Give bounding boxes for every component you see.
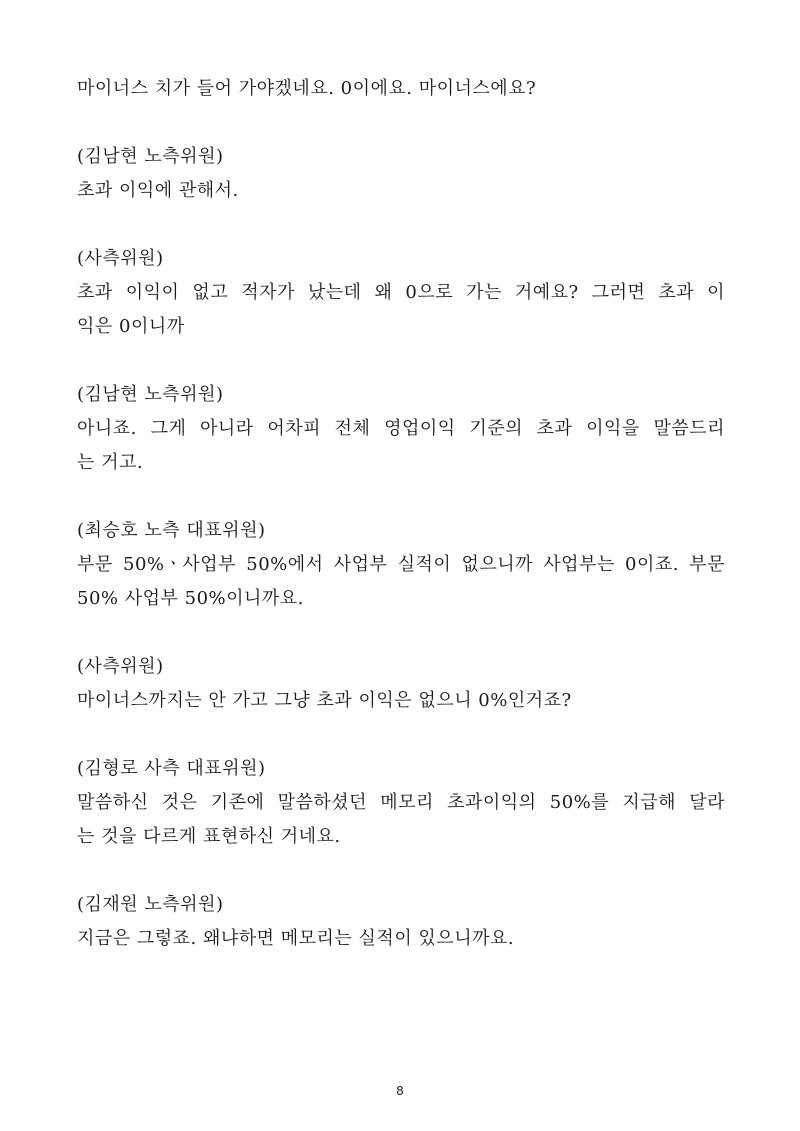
speaker-label: (사측위원) — [77, 656, 164, 677]
utterance-line: 마이너스 치가 들어 가야겠네요. 0이에요. 마이너스에요? — [77, 78, 537, 99]
utterance-block — [77, 650, 725, 718]
speaker-label: (최승호 노측 대표위원) — [77, 520, 266, 541]
utterance-block — [77, 242, 725, 344]
speaker-label: (사측위원) — [77, 248, 164, 269]
speaker-label: (김재원 노측위원) — [77, 894, 224, 915]
utterance-block — [77, 888, 725, 956]
transcript-page — [77, 72, 725, 956]
speaker-label: (김남현 노측위원) — [77, 146, 224, 167]
utterance-line: 초과 이익이 없고 적자가 났는데 왜 0으로 가는 거예요? 그러면 초과 이 — [77, 282, 725, 303]
utterance-line: 초과 이익에 관해서. — [77, 180, 239, 201]
speaker-label: (김남현 노측위원) — [77, 384, 224, 405]
utterance-line: 는 것을 다르게 표현하신 거네요. — [77, 826, 341, 847]
utterance-block — [77, 752, 725, 854]
utterance-line: 마이너스까지는 안 가고 그냥 초과 이익은 없으니 0%인거죠? — [77, 690, 572, 711]
utterance-line: 부문 50%ㆍ사업부 50%에서 사업부 실적이 없으니까 사업부는 0이죠. 부문 — [77, 554, 725, 575]
utterance-line: 는 거고. — [77, 452, 144, 473]
utterance-block — [77, 72, 725, 106]
utterance-line: 아니죠. 그게 아니라 어차피 전체 영업이익 기준의 초과 이익을 말씀드리 — [77, 418, 725, 439]
utterance-block — [77, 514, 725, 616]
utterance-line: 지금은 그렇죠. 왜냐하면 메모리는 실적이 있으니까요. — [77, 928, 515, 949]
utterance-line: 익은 0이니까 — [77, 316, 185, 337]
speaker-label: (김형로 사측 대표위원) — [77, 758, 266, 779]
utterance-line: 말씀하신 것은 기존에 말씀하셨던 메모리 초과이익의 50%를 지급해 달라 — [77, 792, 725, 813]
utterance-line: 50% 사업부 50%이니까요. — [77, 588, 304, 609]
utterance-block — [77, 140, 725, 208]
utterance-block — [77, 378, 725, 480]
page-number: 8 — [396, 1084, 404, 1098]
